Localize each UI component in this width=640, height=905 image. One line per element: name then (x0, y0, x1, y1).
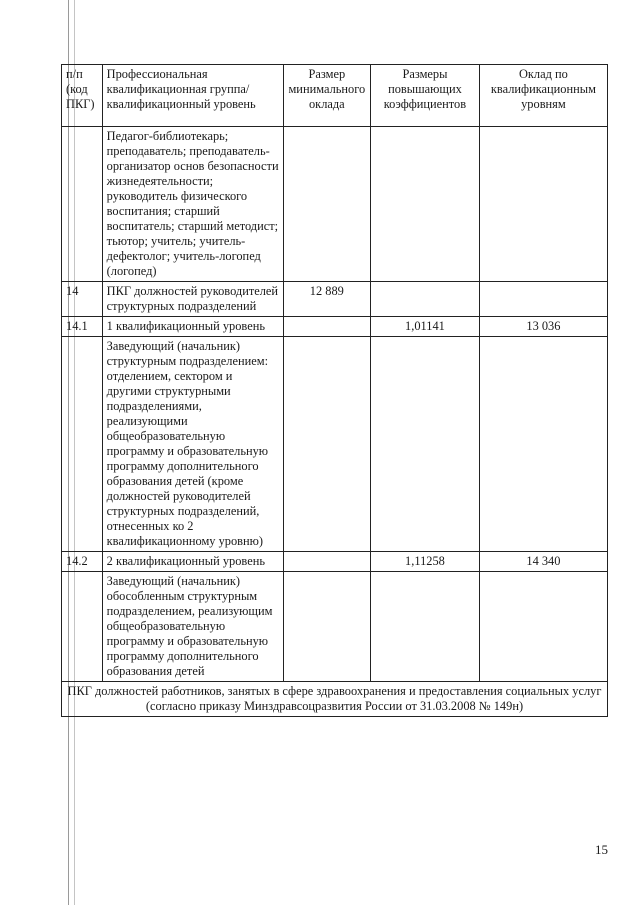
header-group: Профессиональная квалификационная группа/квалификационный уровень (102, 65, 283, 127)
header-salary: Оклад по квалификационным уровням (479, 65, 607, 127)
row-num: 14.1 (62, 317, 103, 337)
row-coef (371, 337, 480, 552)
row-min: 12 889 (283, 282, 370, 317)
header-coefficients: Размеры повышающих коэффициентов (371, 65, 480, 127)
row-coef (371, 572, 480, 682)
section-heading: ПКГ должностей работников, занятых в сфере здравоохранения и предоставления социальных услуг (согласно приказу Минздравсоцразвития России от 31.03.2008 № 149н) (62, 682, 608, 717)
row-num (62, 572, 103, 682)
row-group: ПКГ должностей руководителей структурных подразделений (102, 282, 283, 317)
row-coef: 1,11258 (371, 552, 480, 572)
row-min (283, 572, 370, 682)
row-min (283, 552, 370, 572)
row-num: 14.2 (62, 552, 103, 572)
row-coef (371, 282, 480, 317)
row-group: Заведующий (начальник) обособленным структурным подразделением, реализующим общеобразовательную программу и образовательную программу дополнительного образования детей (102, 572, 283, 682)
table-row (62, 127, 608, 282)
row-salary (479, 282, 607, 317)
row-num (62, 337, 103, 552)
row-salary (479, 127, 607, 282)
row-group: 2 квалификационный уровень (102, 552, 283, 572)
row-group: Педагог-библиотекарь; преподаватель; преподаватель-организатор основ безопасности жизнедеятельности; руководитель физического воспитания; старший воспитатель; старший методист; тьютор; учитель; учитель-дефектолог; учитель-логопед (логопед) (102, 127, 283, 282)
table-header-row (62, 65, 608, 127)
salary-table (61, 64, 608, 717)
row-group: Заведующий (начальник) структурным подразделением: отделением, сектором и другими структурными подразделениями, реализующими общеобразовательную программу и образовательную программу дополнительного образования детей (кроме должностей руководителей структурных подразделений, отнесенных ко 2 квалификационному уровню) (102, 337, 283, 552)
row-min (283, 337, 370, 552)
row-salary: 13 036 (479, 317, 607, 337)
table-row (62, 337, 608, 552)
row-min (283, 127, 370, 282)
table-row (62, 282, 608, 317)
row-salary (479, 337, 607, 552)
page-number: 15 (595, 842, 608, 857)
row-salary (479, 572, 607, 682)
section-heading-row (62, 682, 608, 717)
table-row (62, 572, 608, 682)
row-group: 1 квалификационный уровень (102, 317, 283, 337)
header-min-salary: Размер минимального оклада (283, 65, 370, 127)
row-coef: 1,01141 (371, 317, 480, 337)
row-num: 14 (62, 282, 103, 317)
row-salary: 14 340 (479, 552, 607, 572)
row-num (62, 127, 103, 282)
table-row (62, 317, 608, 337)
row-min (283, 317, 370, 337)
row-coef (371, 127, 480, 282)
header-num: п/п (код ПКГ) (62, 65, 103, 127)
table-row (62, 552, 608, 572)
